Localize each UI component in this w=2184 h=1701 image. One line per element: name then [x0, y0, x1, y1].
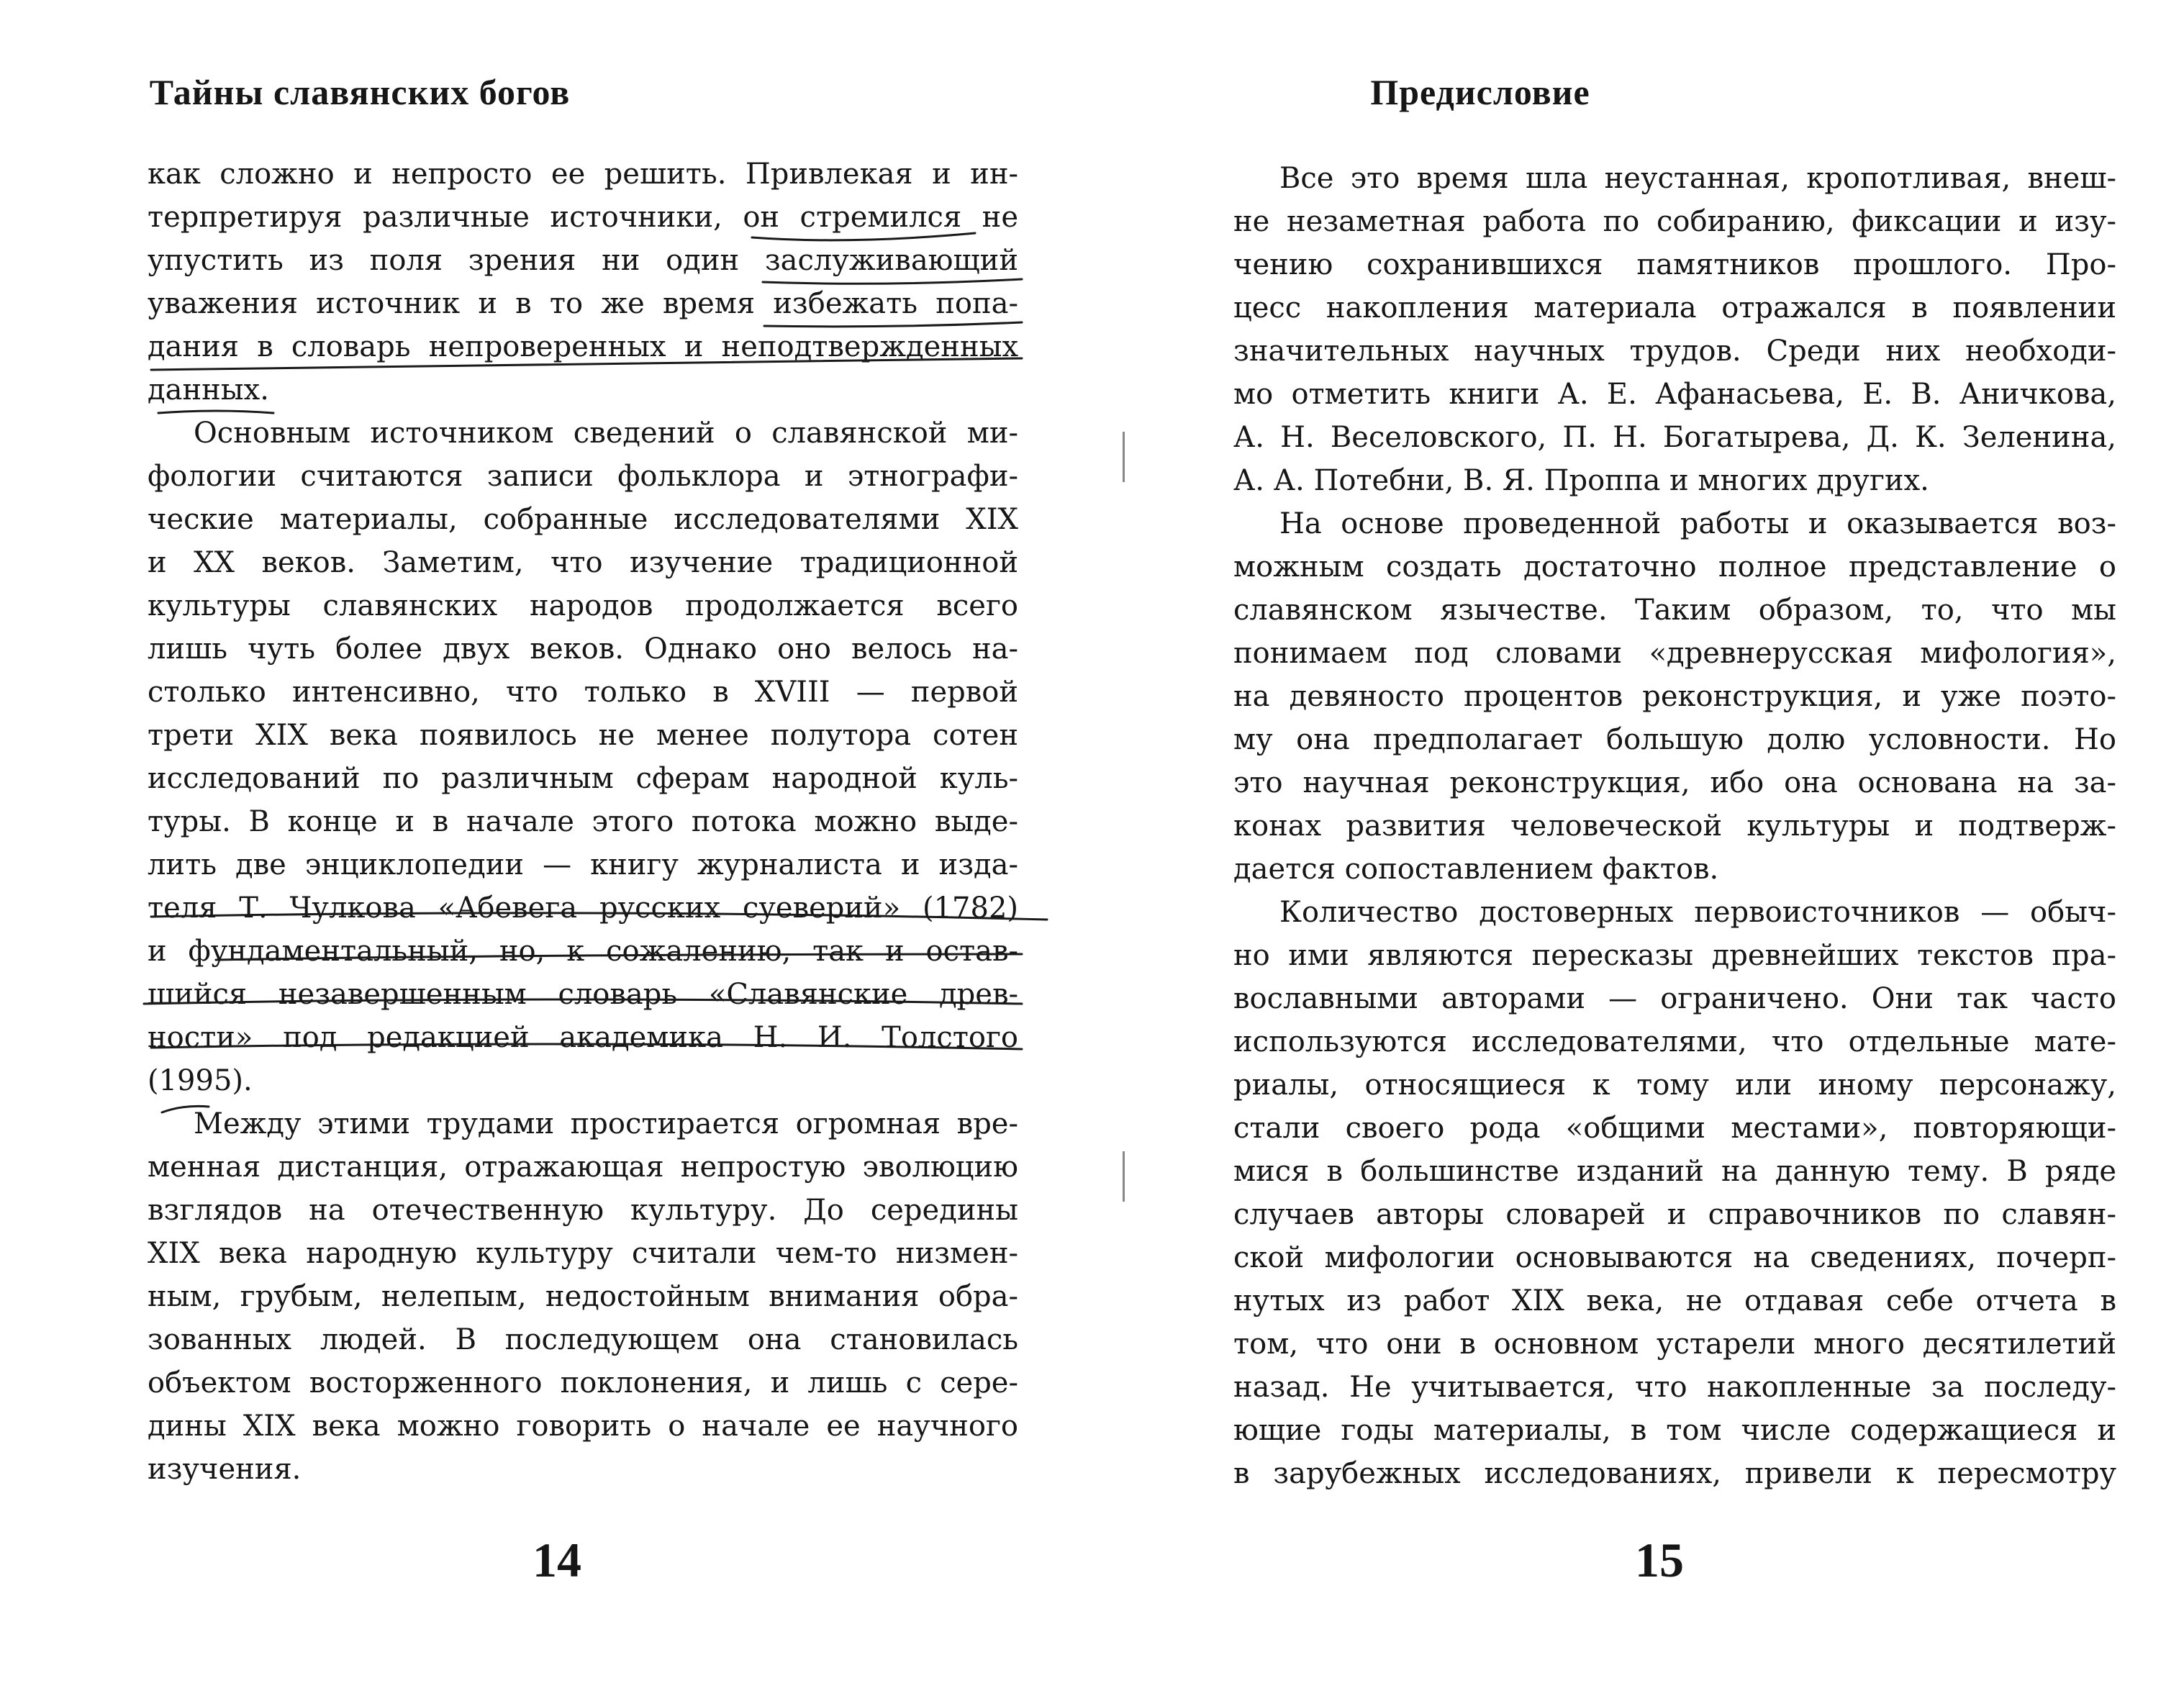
text-line: менная дистанция, отражающая непростую эволюцию	[148, 1151, 1018, 1184]
text-line: му она предполагает большую долю условности. Но	[1233, 723, 2116, 756]
text-line: взглядов на отечественную культуру. До середины	[148, 1194, 1018, 1227]
text-line: славянском язычестве. Таким образом, то, что мы	[1233, 594, 2116, 627]
text-line: риалы, относящиеся к тому или иному персонажу,	[1233, 1069, 2116, 1102]
text-line: и фундаментальный, но, к сожалению, так и остав-	[148, 935, 1018, 968]
text-line: и XX веков. Заметим, что изучение традиционной	[148, 546, 1018, 579]
text-line: (1995).	[148, 1064, 253, 1097]
text-line: в зарубежных исследованиях, привели к пересмотру	[1233, 1457, 2116, 1490]
text-line: зованных людей. В последующем она становилась	[148, 1323, 1018, 1356]
text-line: нутых из работ XIX века, не отдавая себе отчета в	[1233, 1284, 2116, 1317]
text-line: фологии считаются записи фольклора и этнографи-	[148, 460, 1018, 493]
text-line: мо отметить книги А. Е. Афанасьева, Е. В. Аничкова,	[1233, 378, 2116, 411]
text-line: ющие годы материалы, в том числе содержащиеся и	[1233, 1414, 2116, 1447]
text-line: трети XIX века появилось не менее полутора сотен	[148, 719, 1018, 752]
text-line: понимаем под словами «древнерусская мифология»,	[1233, 637, 2116, 670]
text-line: терпретируя различные источники, он стремился не	[148, 201, 1018, 234]
text-line: ности» под редакцией академика Н. И. Толстого	[148, 1021, 1018, 1054]
text-line: А. Н. Веселовского, П. Н. Богатырева, Д. К. Зеленина,	[1233, 421, 2116, 454]
text-line: теля Т. Чулкова «Абевега русских суеверий» (1782)	[148, 892, 1018, 925]
text-line: цесс накопления материала отражался в появлении	[1233, 291, 2116, 325]
text-line: А. А. Потебни, В. Я. Проппа и многих других.	[1233, 464, 1929, 497]
text-line: назад. Не учитывается, что накопленные за последу-	[1233, 1371, 2116, 1404]
text-line: лить две энциклопедии — книгу журналиста и изда-	[148, 848, 1018, 881]
text-line: объектом восторженного поклонения, и лишь с сере-	[148, 1366, 1018, 1400]
text-line: изучения.	[148, 1453, 302, 1486]
text-line: уважения источник и в то же время избежать попа-	[148, 287, 1018, 320]
gutter-shadow-mark	[1123, 432, 1125, 482]
text-line: упустить из поля зрения ни один заслуживающий	[148, 244, 1018, 277]
right-page-text	[1233, 157, 2116, 1495]
text-line: ской мифологии основываются на сведениях, почерп-	[1233, 1241, 2116, 1274]
right-page-number: 15	[1635, 1533, 1684, 1587]
text-line: данных.	[148, 373, 269, 407]
left-running-head: Тайны славянских богов	[149, 72, 571, 112]
text-line: XIX века народную культуру считали чем-то низмен-	[148, 1237, 1018, 1270]
text-line: случаев авторы словарей и справочников по славян-	[1233, 1198, 2116, 1231]
text-line: том, что они в основном устарели много десятилетий	[1233, 1328, 2116, 1361]
text-line: На основе проведенной работы и оказывается воз-	[1279, 507, 2116, 540]
text-line: Количество достоверных первоисточников — обыч-	[1279, 896, 2116, 929]
gutter-shadow-mark	[1123, 1151, 1125, 1202]
left-page-text	[148, 153, 1018, 1491]
right-page	[1092, 0, 2184, 1701]
text-line: это научная реконструкция, ибо она основана на за-	[1233, 766, 2116, 799]
text-line: столько интенсивно, что только в XVIII — первой	[148, 676, 1018, 709]
text-line: лишь чуть более двух веков. Однако оно велось на-	[148, 632, 1018, 666]
text-line: Между этими трудами простирается огромная вре-	[194, 1107, 1018, 1140]
text-line: используются исследователями, что отдельные мате-	[1233, 1025, 2116, 1058]
text-line: на девяносто процентов реконструкция, и уже поэто-	[1233, 680, 2116, 713]
text-line: можным создать достаточно полное представление о	[1233, 550, 2116, 584]
text-line: не незаметная работа по собиранию, фиксации и изу-	[1233, 205, 2116, 238]
text-line: Основным источником сведений о славянской ми-	[194, 417, 1018, 450]
text-line: культуры славянских народов продолжается всего	[148, 589, 1018, 622]
text-line: шийся незавершенным словарь «Славянские древ-	[148, 978, 1018, 1011]
text-line: как сложно и непросто ее решить. Привлекая и ин-	[148, 158, 1018, 191]
text-line: дины XIX века можно говорить о начале ее научного	[148, 1410, 1018, 1443]
text-line: вославными авторами — ограничено. Они так часто	[1233, 982, 2116, 1015]
right-running-head: Предисловие	[1370, 72, 1590, 112]
text-line: ческие материалы, собранные исследователями XIX	[148, 503, 1018, 536]
text-line: конах развития человеческой культуры и подтверж-	[1233, 809, 2116, 843]
text-line: Все это время шла неустанная, кропотливая, внеш-	[1279, 162, 2116, 195]
text-line: мися в большинстве изданий на данную тему. В ряде	[1233, 1155, 2116, 1188]
text-line: чению сохранившихся памятников прошлого. Про-	[1233, 248, 2116, 281]
text-line: дания в словарь непроверенных и неподтвержденных	[148, 330, 1018, 363]
left-page-number: 14	[533, 1533, 581, 1587]
text-line: туры. В конце и в начале этого потока можно выде-	[148, 805, 1018, 838]
text-line: дается сопоставлением фактов.	[1233, 853, 1719, 886]
text-line: но ими являются пересказы древнейших текстов пра-	[1233, 939, 2116, 972]
text-line: значительных научных трудов. Среди них необходи-	[1233, 335, 2116, 368]
text-line: стали своего рода «общими местами», повторяющи-	[1233, 1112, 2116, 1145]
text-line: ным, грубым, нелепым, недостойным внимания обра-	[148, 1280, 1018, 1313]
text-line: исследований по различным сферам народной куль-	[148, 762, 1018, 795]
